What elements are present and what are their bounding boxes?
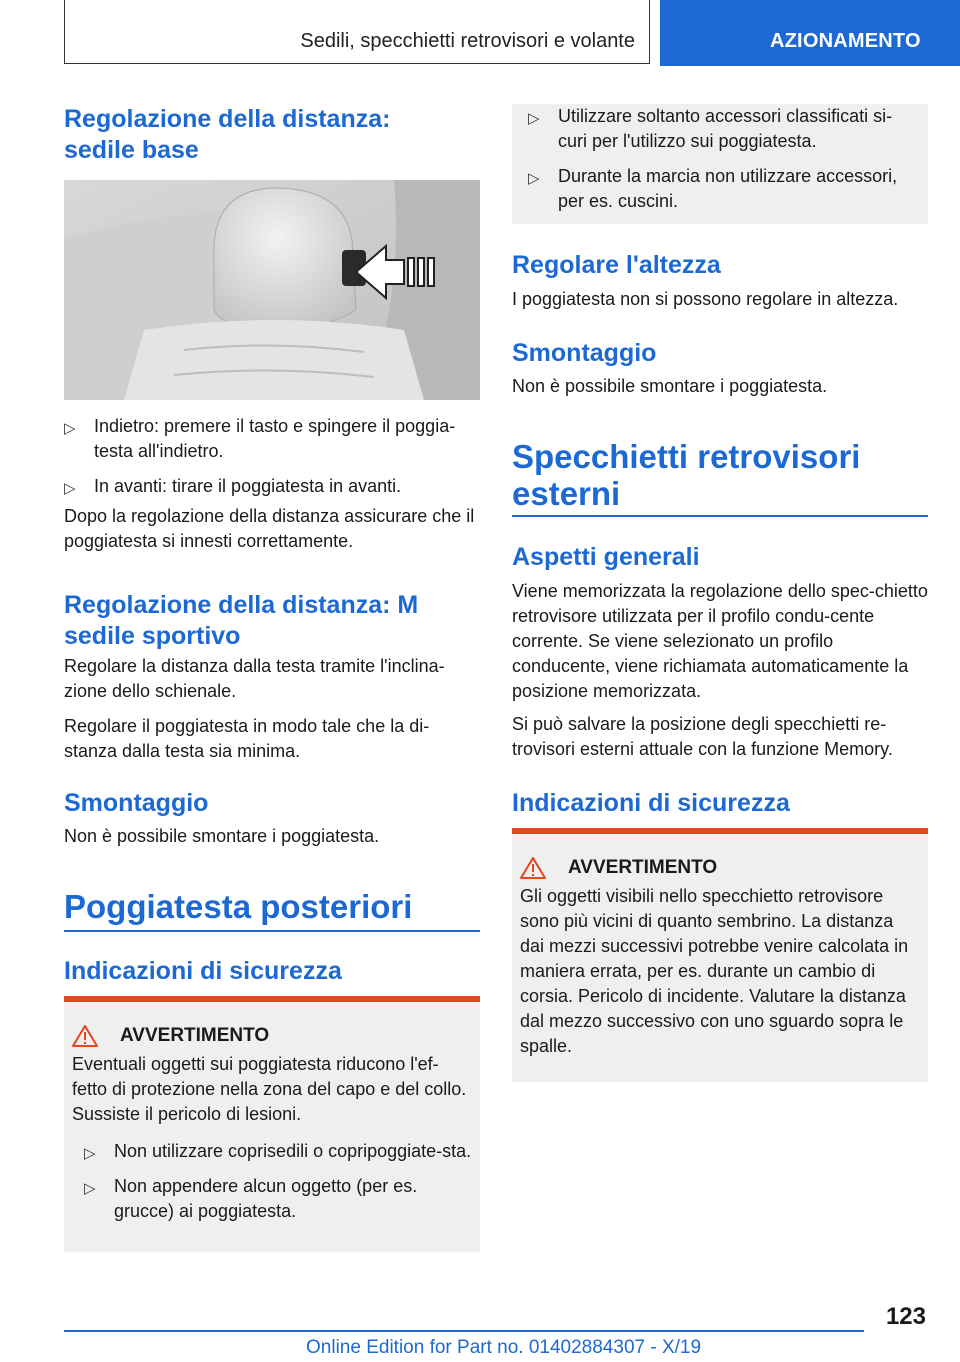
footer-rule	[64, 1330, 864, 1332]
paragraph-general2: Si può salvare la posizione degli specchietti re-trovisori esterni attuale con la funzione Memory.	[512, 714, 893, 759]
warning-title: AVVERTIMENTO	[72, 1024, 472, 1048]
heading-smontaggio-right: Smontaggio	[512, 339, 657, 367]
paragraph-smontaggio-right: Non è possibile smontare i poggiatesta.	[512, 376, 828, 396]
list-item: ▷ Utilizzare soltanto accessori classificati si-curi per l'utilizzo sui poggiatesta.	[528, 106, 893, 151]
headrest-illustration	[64, 180, 480, 400]
page-number: 123	[885, 1303, 926, 1330]
paragraph-height: I poggiatesta non si possono regolare in altezza.	[512, 289, 899, 309]
section-rule	[512, 515, 928, 517]
triangle-bullet-icon: ▷	[528, 170, 540, 187]
warning-text-left: Eventuali oggetti sui poggiatesta riducono l'ef-fetto di protezione nella zona del capo e del collo. Sussiste il pericolo di lesioni.	[72, 1054, 467, 1124]
triangle-bullet-icon: ▷	[64, 480, 76, 497]
paragraph-general1: Viene memorizzata la regolazione dello spec-chietto retrovisore utilizzata per il profilo condu-cente corrente. Se viene selezionato un profilo conducente, viene richiamata automaticamente la posizione memorizzata.	[512, 581, 928, 701]
warning-triangle-icon	[72, 1024, 98, 1048]
chapter-title: Sedili, specchietti retrovisori e volante	[300, 30, 635, 52]
heading-rear-headrests: Poggiatesta posteriori	[64, 888, 413, 925]
paragraph-smontaggio-left: Non è possibile smontare i poggiatesta.	[64, 826, 380, 846]
base-bullets	[64, 414, 480, 499]
warning-box-left	[64, 996, 480, 1252]
paragraph-m2: Regolare il poggiatesta in modo tale che la di-stanza dalla testa sia minima.	[64, 716, 430, 761]
paragraph-m1: Regolare la distanza dalla testa tramite l'inclina-zione dello schienale.	[64, 656, 445, 701]
heading-mirrors: Specchietti retrovisori esterni	[512, 438, 861, 512]
list-item: ▷ Indietro: premere il tasto e spingere il poggia-testa all'indietro.	[64, 416, 456, 461]
warning-box-continued	[512, 104, 928, 224]
list-item: ▷ Durante la marcia non utilizzare accessori, per es. cuscini.	[528, 166, 898, 211]
heading-distance-m: Regolazione della distanza: M sedile sportivo	[64, 591, 419, 650]
warning-box-right	[512, 828, 928, 1082]
list-item: ▷ Non utilizzare coprisedili o copripoggiate-sta.	[84, 1139, 472, 1164]
heading-general: Aspetti generali	[512, 543, 700, 571]
heading-safety-left: Indicazioni di sicurezza	[64, 957, 342, 985]
warning-triangle-icon	[520, 856, 546, 880]
heading-distance-base: Regolazione della distanza: sedile base	[64, 105, 391, 164]
warning-title: AVVERTIMENTO	[520, 856, 922, 880]
triangle-bullet-icon: ▷	[84, 1180, 96, 1197]
heading-smontaggio-left: Smontaggio	[64, 789, 209, 817]
section-rule	[64, 930, 480, 932]
warning-text-right: Gli oggetti visibili nello specchietto retrovisore sono più vicini di quanto sembrino. La distanza dai mezzi successivi potrebbe venire calcolata in maniera errata, per es. durante un cambio di corsia. Pericolo di incidente. Valutare la distanza dal mezzo successivo con uno sguardo sopra le spalle.	[520, 886, 909, 1056]
heading-safety-right: Indicazioni di sicurezza	[512, 789, 790, 817]
list-item: ▷ Non appendere alcun oggetto (per es. grucce) ai poggiatesta.	[84, 1176, 418, 1221]
edition-text: Online Edition for Part no. 01402884307 - X/19	[306, 1337, 702, 1358]
list-item: ▷ In avanti: tirare il poggiatesta in avanti.	[64, 474, 480, 499]
paragraph-after-base: Dopo la regolazione della distanza assicurare che il poggiatesta si innesti correttamente.	[64, 506, 475, 551]
header-chapter-box	[64, 0, 650, 64]
heading-height: Regolare l'altezza	[512, 251, 721, 279]
section-tab[interactable]: AZIONAMENTO	[660, 0, 960, 66]
triangle-bullet-icon: ▷	[84, 1145, 96, 1162]
headrest-photo	[64, 180, 480, 400]
triangle-bullet-icon: ▷	[64, 420, 76, 437]
triangle-bullet-icon: ▷	[528, 110, 540, 127]
